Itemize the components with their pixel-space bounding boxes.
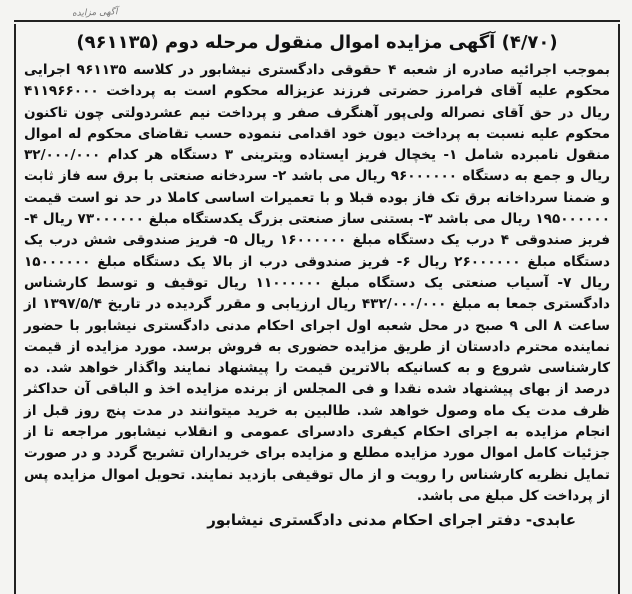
notice-body: بموجب اجرائیه صادره از شعبه ۴ حقوقی دادگستری نیشابور در کلاسه ۹۶۱۱۳۵ اجرایی محکوم علیه آقای فرامرز حضرتی فرزند عزیزاله محکوم است به پرداخت ۴۱۱۹۶۶۰۰۰ ریال در حق آقای نصراله ولی‌پور آهنگرف صفر و پرداخت نیم عشردولتی چون تاکنون محکوم علیه نسبت به پرداخت دیون خود اقدامی ننموده حسب تقاضای محکوم له اموال منقول نامبرده شامل ۱- یخچال فریز ایستاده ویترینی ۳ دستگاه هر کدام ۳۲/۰۰۰/۰۰۰ ریال و جمع به دستگاه ۹۶۰۰۰۰۰۰ ریال می باشد ۲- سردخانه صنعتی با برق سه فاز ثابت و ضمنا سرداخانه برق تک فاز بوده قبلا و با تعمیرات اساسی کاملا در حد نو است قیمت ۱۹۵۰۰۰۰۰۰ ریال می باشد ۳- بستنی ساز صنعتی بزرگ یکدستگاه مبلغ ۷۳۰۰۰۰۰۰ ریال ۴- فریز صندوقی ۴ درب یک دستگاه مبلغ ۱۶۰۰۰۰۰۰ ریال ۵- فریز صندوقی شش درب یک دستگاه مبلغ ۲۶۰۰۰۰۰۰ ریال ۶- فریز صندوقی درب از بالا یک دستگاه مبلغ ۱۵۰۰۰۰۰۰ ریال ۷- آسیاب صنعتی یک دستگاه مبلغ ۱۱۰۰۰۰۰۰ ریال توقیف و توسط کارشناس دادگستری جمعا به مبلغ ۴۳۲/۰۰۰/۰۰۰ ریال ارزیابی و مقرر گردیده در تاریخ ۱۳۹۷/۵/۴ از ساعت ۸ الی ۹ صبح در محل شعبه اول اجرای احکام مدنی دادگستری نیشابور با حضور نماینده محترم دادستان از طریق مزایده حضوری به فروش برسد. مورد مزایده از قیمت کارشناسی شروع و به کسانیکه بالاترین قیمت را پیشنهاد نمایند واگذار خواهد شد. ده درصد از بهای پیشنهاد شده نقدا و فی المجلس از برنده مزایده اخذ و الباقی آن حداکثر ظرف مدت یک ماه وصول خواهد شد. طالبین به خرید میتوانند در مدت پنج روز قبل از انجام مزایده به اجرای احکام کیفری دادسرای عمومی و انقلاب نیشابور مراجعه تا از جزئیات کامل اموال مورد مزایده مطلع و مزایده برای خریداران تشریح گردد و در صورت تمایل نظریه کارشناس را رویت و از مال توقیفی بازدید نمایند. تحویل اموال مزایده پس از پرداخت کل مبلغ می باشد. (24, 62, 611, 504)
notice-title: (۴/۷۰) آگهی مزایده اموال منقول مرحله دوم (۹۶۱۱۳۵) (76, 32, 558, 53)
top-rule (14, 20, 620, 22)
notice-signature: عابدی- دفتر اجرای احکام مدنی دادگستری نیشابور (207, 511, 576, 530)
handwritten-note: آگهی مزایده (71, 7, 118, 19)
notice-box (14, 24, 620, 594)
